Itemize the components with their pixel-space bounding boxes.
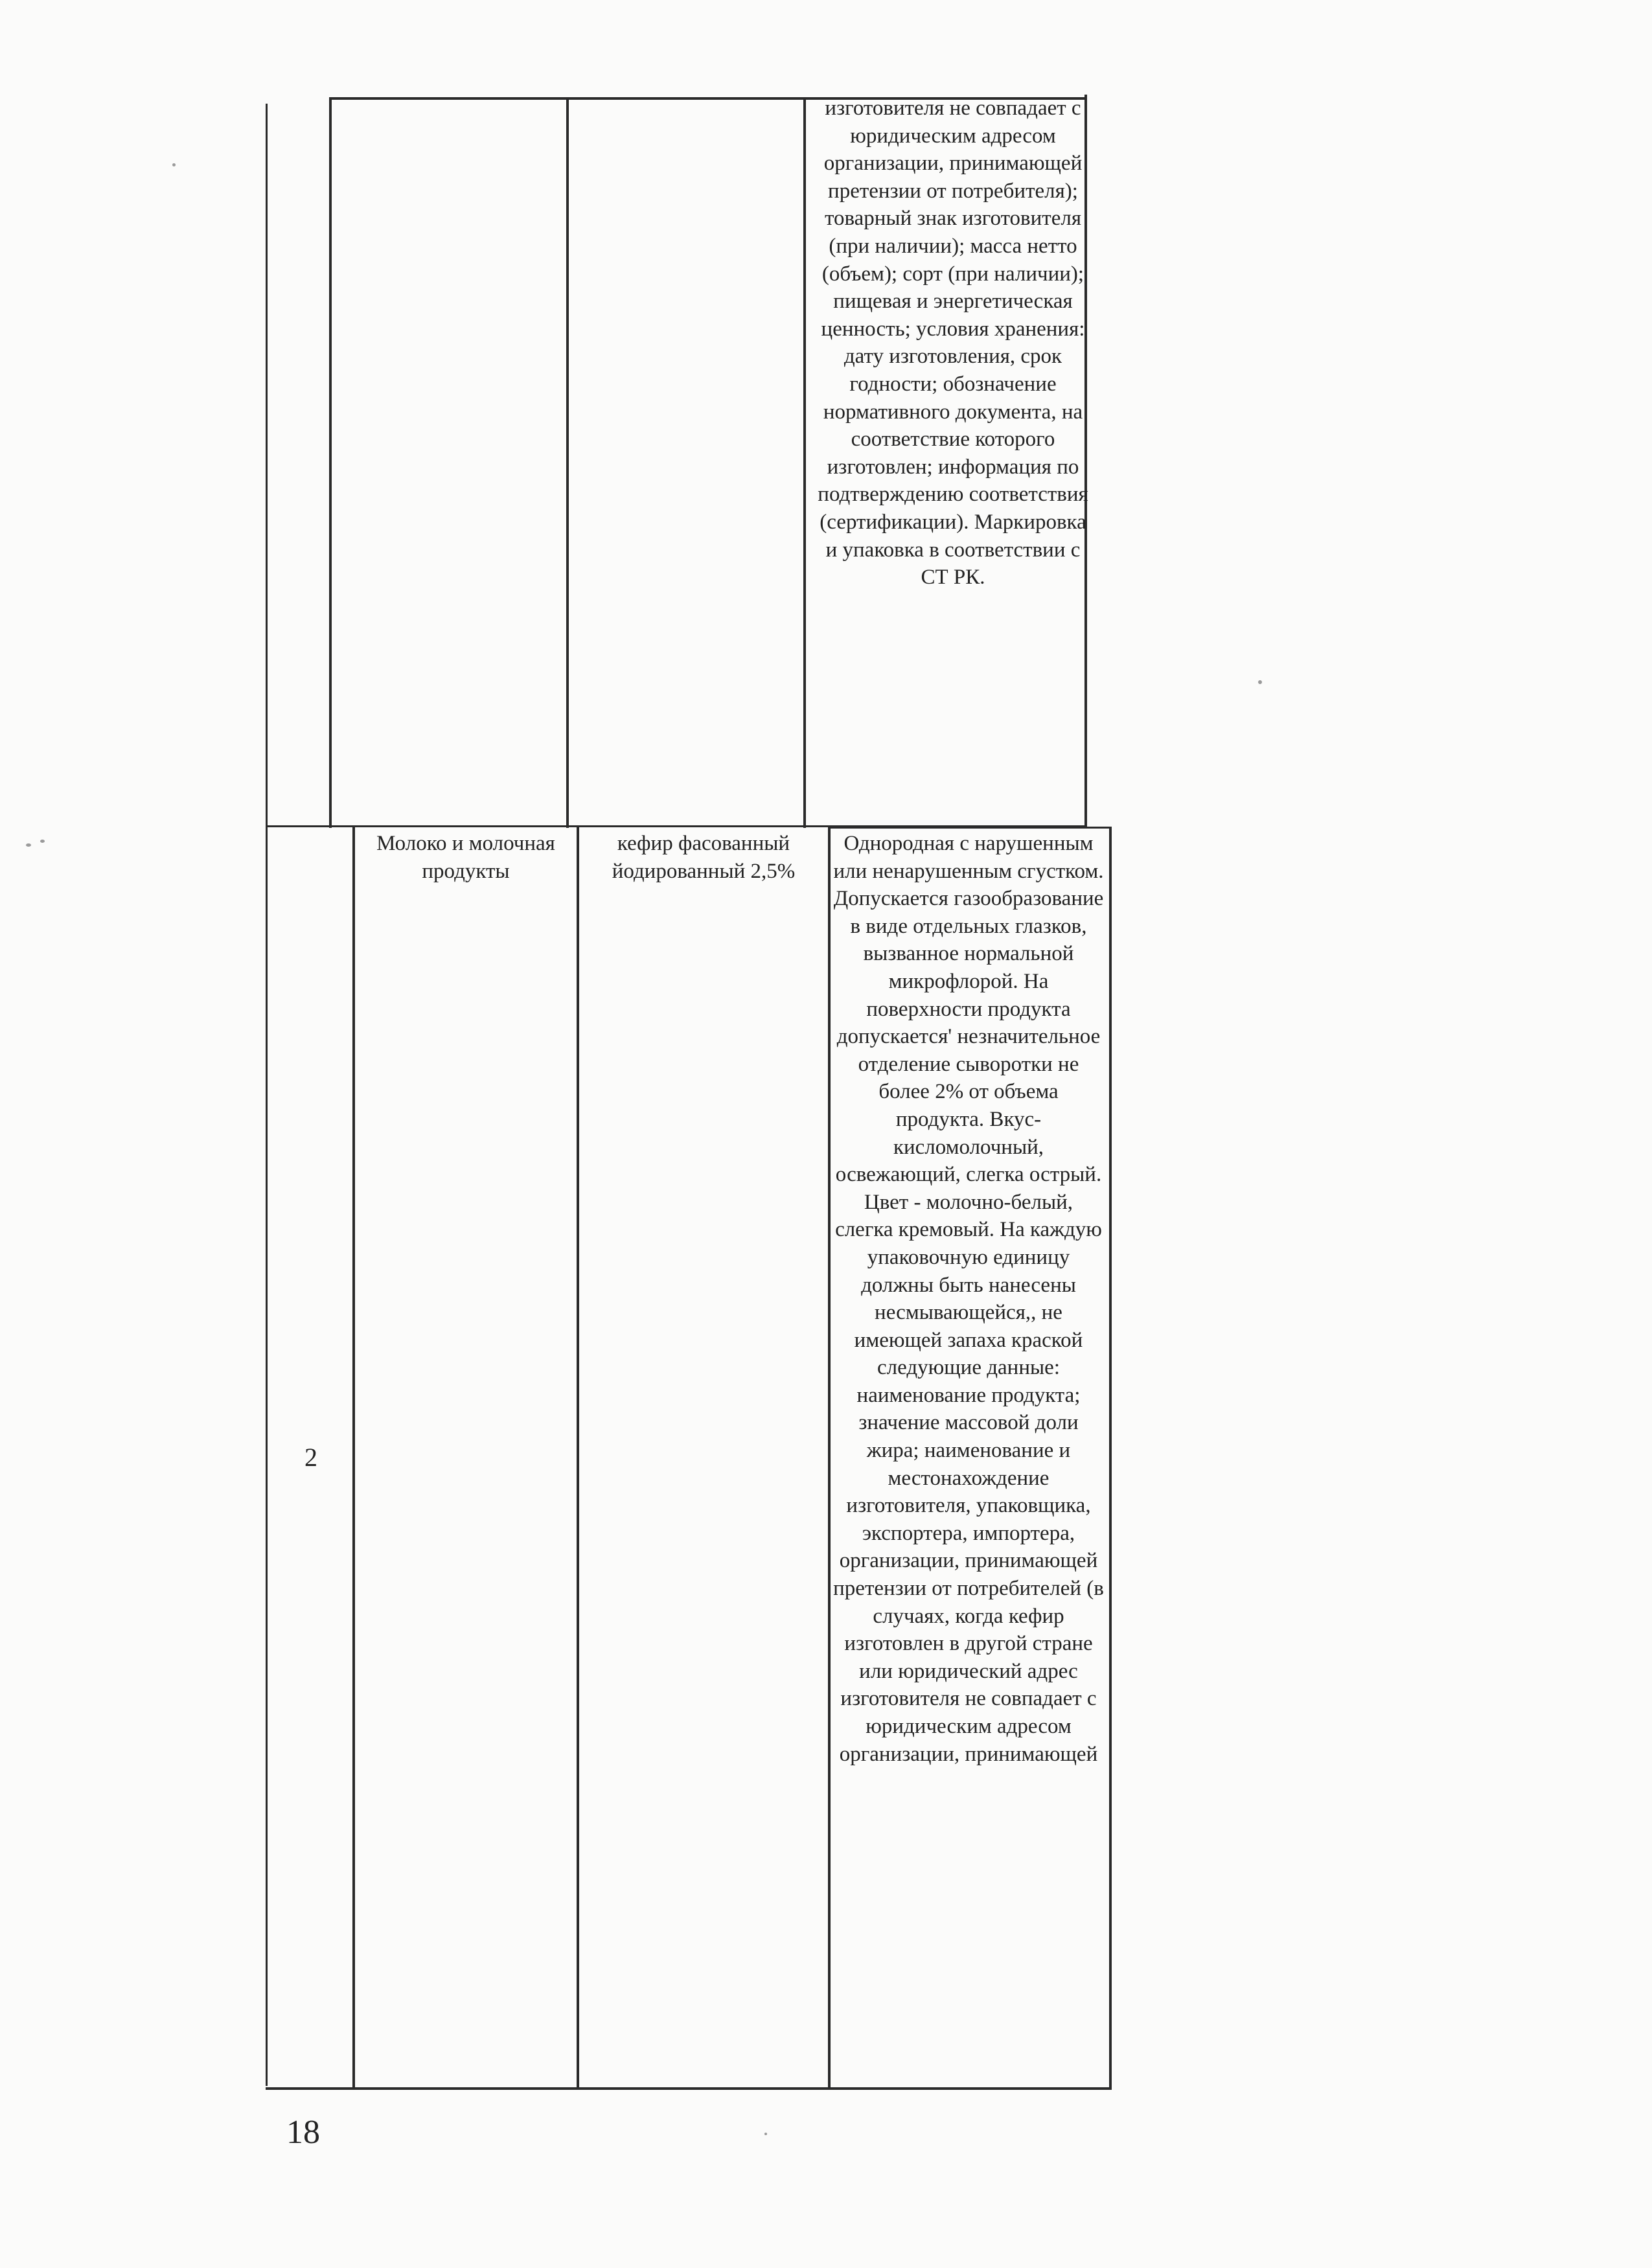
table-line [266,104,268,2086]
scan-speck [1258,680,1262,684]
table-line [266,2087,1112,2090]
scan-speck [26,843,31,847]
row-number: 2 [304,1443,317,1472]
table-line [352,827,355,2089]
table-line [329,97,332,828]
requirements-cell-row2: Однородная с нарушенным или ненарушенным сгустком. Допускается газообразование в виде отдельных глазков, вызванное нормальной микрофлорой. На поверхности продукта допускается' незначительное отделение сыворотки не более 2% от объема продукта. Вкус-кисломолочный, освежающий, слегка острый. Цвет - молочно-белый, слегка кремовый. На каждую упаковочную единицу должны быть нанесены несмывающейся,, не имеющей запаха краской следующие данные: наименование продукта; значение массовой доли жира; наименование и местонахождение изготовителя, упаковщика, экспортера, импортера, организации, принимающей претензии от потребителей (в случаях, когда кефир изготовлен в другой стране или юридический адрес изготовителя не совпадает с юридическим адресом организации, принимающей [833,832,1104,1766]
table-line [566,97,569,828]
requirements-cell-row1: изготовителя не совпадает с юридическим адресом организации, принимающей претензии от потребителя); товарный знак изготовителя (при наличии); масса нетто (объем); сорт (при наличии); пищевая и энергетическая ценность; условия хранения: дату изготовления, срок годности; обозначение нормативного документа, на соответствие которого изготовлен; информация по подтверждению соответствия (сертификации). Маркировка и упаковка в соответствии с СТ РК. [818,97,1088,590]
table-line [828,827,831,2089]
product-cell: кефир фасованный йодированный 2,5% [612,832,796,883]
category-cell: Молоко и молочная продукты [376,832,555,883]
table-line [803,97,806,828]
scan-speck [172,163,176,166]
scan-speck [764,2133,767,2135]
scan-speck [40,840,45,843]
table-line [577,827,579,2089]
table-line [1109,827,1112,2089]
page-number: 18 [286,2114,320,2151]
table-line [828,827,1112,829]
